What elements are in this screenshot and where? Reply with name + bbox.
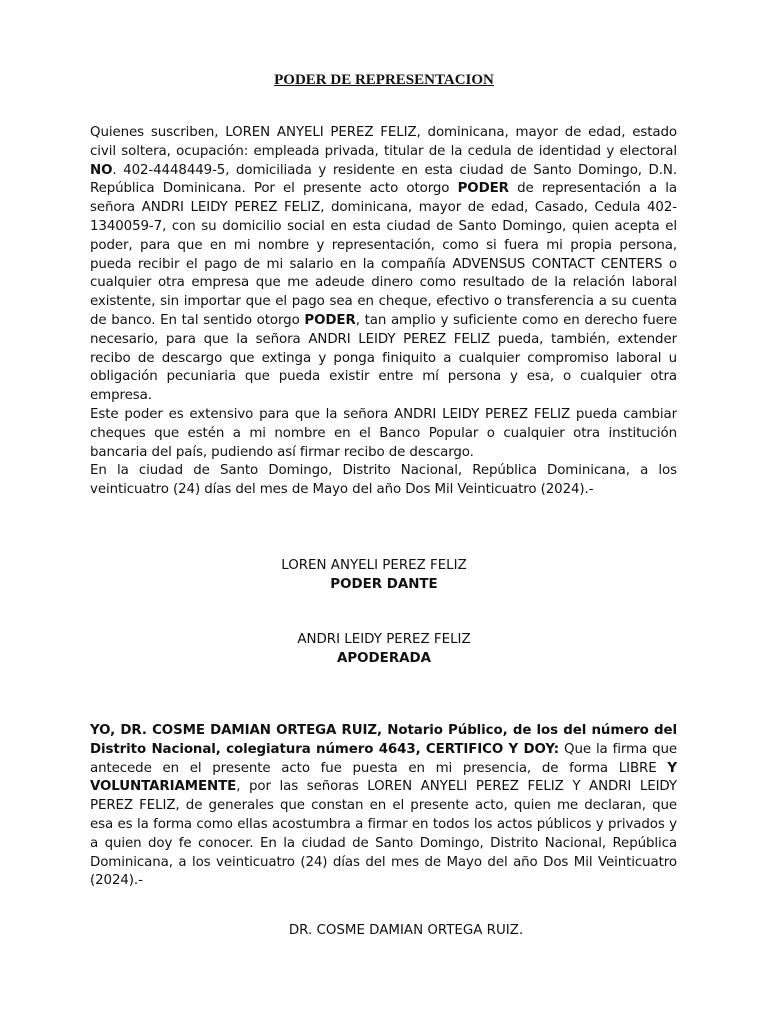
- notary-text-2: , por las señoras LOREN ANYELI PEREZ FELIZ Y ANDRI LEIDY PEREZ FELIZ, de generales que constan en el presente acto, quien me declaran, que esa es la forma como ellas acostumbra a firmar en todos los actos públicos y privados y a quien doy fe conocer. En la ciudad de Santo Domingo, Distrito Nacional, República Dominicana, a los veinticuatro (24) días del mes de Mayo del año Dos Mil Veinticuatro (2024).-: [90, 779, 677, 889]
- attorney-role: APODERADA: [337, 651, 431, 666]
- grant-text-1: Quienes suscriben, LOREN ANYELI PEREZ FELIZ, dominicana, mayor de edad, estado civil soltera, ocupación: empleada privada, titular de la cedula de identidad y electoral: [90, 125, 677, 159]
- notary-text-1: Que la firma que antecede en el presente acto fue puesta en mi presencia, de forma: [90, 741, 677, 776]
- notary-signature-block: [0, 921, 768, 940]
- notary-bold-voluntariamente: Y VOLUNTARIAMENTE: [90, 760, 677, 795]
- attorney-name: ANDRI LEIDY PEREZ FELIZ: [297, 632, 471, 647]
- grant-text-3: de representación a la señora ANDRI LEIDY PEREZ FELIZ, dominicana, mayor de edad, Casado, Cedula 402-1340059-7, con su domicilio social en esta ciudad de Santo Domingo, quien acepta el poder, para que en mi nombre y representación, como si fuera mi propia persona, pueda recibir el pago de mi salario en la compañía ADVENSUS CONTACT CENTERS o cualquier otra empresa que me adeude dinero como resultado de la relación laboral existente, sin importar que el pago sea en cheque, efectivo o transferencia a su cuenta de banco. En tal sentido otorgo: [90, 181, 677, 328]
- notary-paragraph: [90, 722, 677, 891]
- notary-space: [657, 761, 668, 776]
- notary-signature-name: DR. COSME DAMIAN ORTEGA RUIZ.: [288, 923, 524, 938]
- paragraph-extension: Este poder es extensivo para que la señora ANDRI LEIDY PEREZ FELIZ pueda cambiar cheques que estén a mi nombre en el Banco Popular o cualquier otra institución bancaria del país, pudiendo así firmar recibo de descargo.: [90, 406, 677, 460]
- grant-bold-poder-2: PODER: [304, 312, 356, 328]
- grantor-name: LOREN ANYELI PEREZ FELIZ: [281, 558, 467, 573]
- power-body: [90, 124, 677, 500]
- grant-bold-poder-1: PODER: [457, 181, 509, 197]
- notary-bold-intro: YO, DR. COSME DAMIAN ORTEGA RUIZ, Notario Público, de los del número del Distrito Nacional, colegiatura número 4643, CERTIFICO Y DOY:: [90, 723, 677, 757]
- grant-bold-no: NO: [90, 162, 113, 178]
- signature-block-grantor: [0, 556, 768, 594]
- grant-text-4: , tan amplio y suficiente como en derecho fuere necesario, para que la señora ANDRI LEIDY PEREZ FELIZ pueda, también, extender recibo de descargo que extinga y ponga finiquito a cualquier compromiso laboral u obligación pecuniaria que pueda existir entre mí persona y esa, o cualquier otra empresa.: [90, 312, 677, 404]
- signature-block-attorney: [0, 630, 768, 668]
- grant-text-2: . 402-4448449-5, domiciliada y residente en esta ciudad de Santo Domingo, D.N. República Dominicana. Por el presente acto otorgo: [90, 162, 677, 197]
- notary-text-libre: LIBRE: [618, 760, 657, 776]
- grantor-role: PODER DANTE: [330, 577, 438, 592]
- paragraph-date: En la ciudad de Santo Domingo, Distrito Nacional, República Dominicana, a los veinticuatro (24) días del mes de Mayo del año Dos Mil Veinticuatro (2024).-: [90, 463, 677, 498]
- notary-certification: [90, 722, 677, 891]
- document-title: PODER DE REPRESENTACION: [274, 72, 494, 88]
- paragraph-grant: [90, 124, 677, 406]
